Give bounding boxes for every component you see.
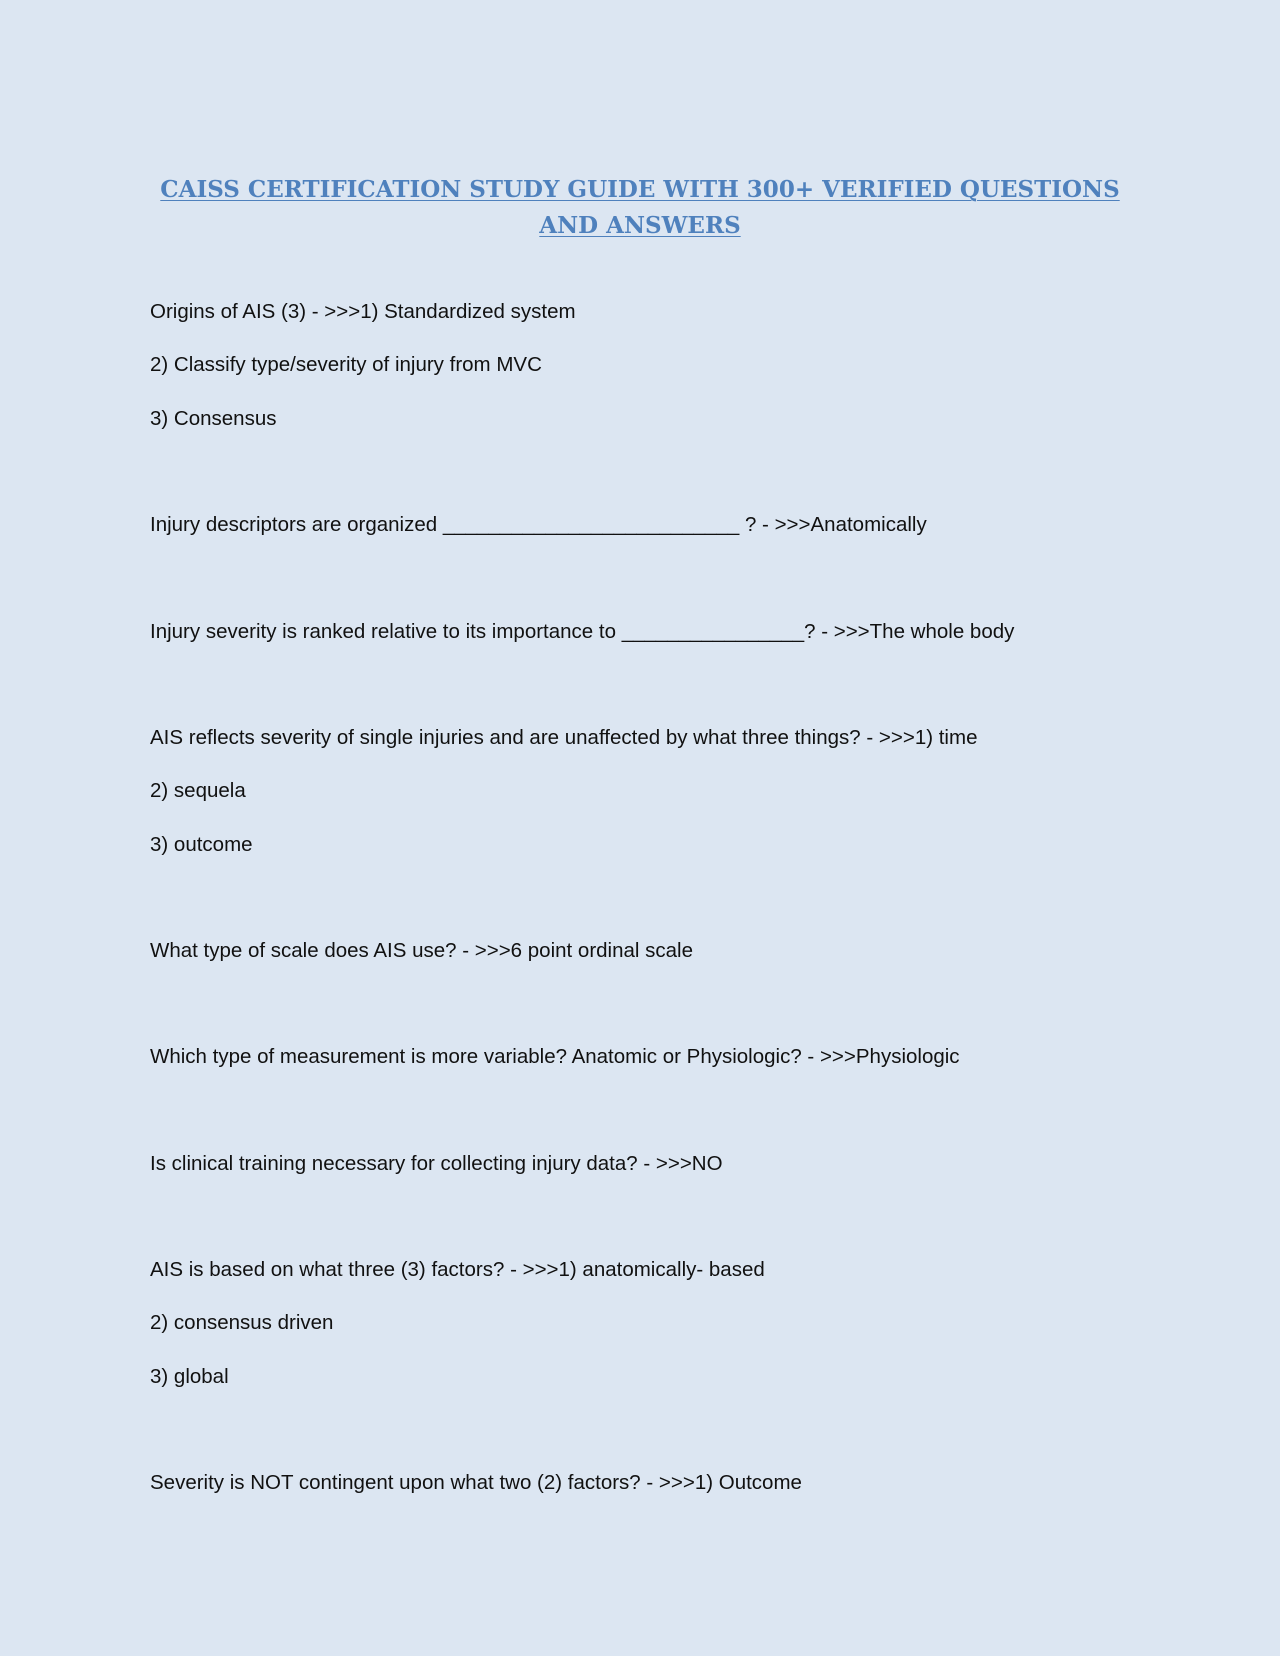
study-line: Injury descriptors are organized __________________________ ? - >>>Anatomically — [150, 513, 927, 536]
study-line: AIS reflects severity of single injuries and are unaffected by what three things? - >>>1) time — [150, 726, 978, 749]
study-line: Which type of measurement is more variable? Anatomic or Physiologic? - >>>Physiologic — [150, 1045, 960, 1068]
study-line: 2) consensus driven — [150, 1311, 334, 1334]
study-line: 3) outcome — [150, 833, 253, 856]
study-line: 3) Consensus — [150, 407, 277, 430]
study-line: 3) global — [150, 1365, 229, 1388]
study-line: What type of scale does AIS use? - >>>6 point ordinal scale — [150, 939, 694, 962]
study-line: 2) sequela — [150, 779, 246, 802]
study-line: Is clinical training necessary for collecting injury data? - >>>NO — [150, 1152, 723, 1175]
study-line: Severity is NOT contingent upon what two (2) factors? - >>>1) Outcome — [150, 1471, 802, 1494]
study-line: AIS is based on what three (3) factors? - >>>1) anatomically- based — [150, 1258, 765, 1281]
document-title: CAISS CERTIFICATION STUDY GUIDE WITH 300+ VERIFIED QUESTIONS AND ANSWERS — [160, 176, 1120, 239]
study-line: 2) Classify type/severity of injury from MVC — [150, 353, 542, 376]
study-line: Origins of AIS (3) - >>>1) Standardized system — [150, 300, 576, 323]
study-line: Injury severity is ranked relative to its importance to ________________? - >>>The whole body — [150, 620, 1015, 643]
